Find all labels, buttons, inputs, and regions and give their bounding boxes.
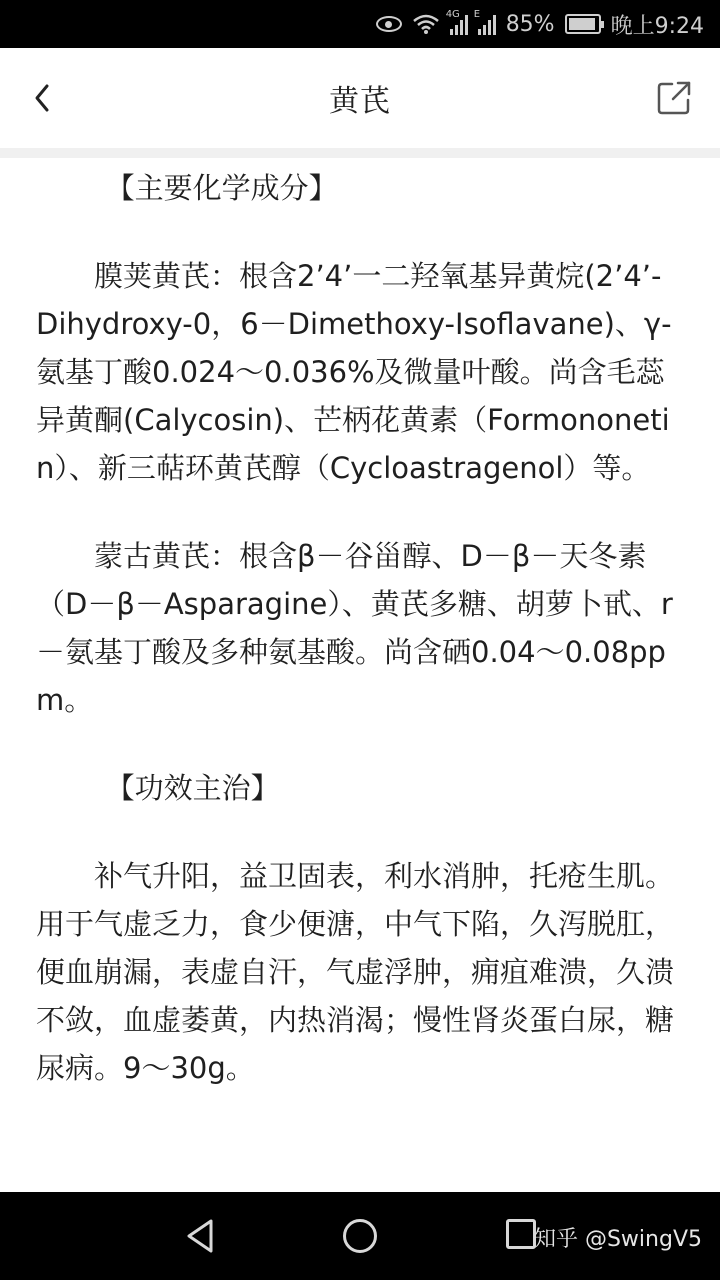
back-triangle-icon[interactable] — [184, 1218, 216, 1254]
chevron-left-icon — [31, 82, 53, 114]
signal-icon — [445, 9, 468, 35]
page-title: 黄芪 — [329, 84, 391, 119]
signal-icon — [473, 9, 496, 35]
system-nav-bar — [0, 1192, 720, 1280]
share-button[interactable] — [654, 78, 694, 118]
section-heading-chemistry: 【主要化学成分】 — [105, 171, 338, 205]
wifi-icon — [412, 13, 440, 35]
paragraph-astragalus-mongholicus: 蒙古黄芪：根含β－谷甾醇、D－β－天冬素（D－β－Asparagine）、黄芪多糖、胡萝卜甙、r－氨基丁酸及多种氨基酸。尚含硒0.04～0.08ppm。 — [36, 539, 673, 717]
header-divider — [0, 148, 720, 158]
signal-tag: 4G — [445, 9, 460, 20]
back-button[interactable] — [22, 78, 62, 118]
app-header — [0, 48, 720, 148]
battery-icon — [565, 11, 601, 37]
recent-square-icon[interactable] — [506, 1219, 536, 1249]
home-circle-icon[interactable] — [343, 1219, 377, 1253]
article-content — [36, 164, 680, 1132]
signal-tag: E — [473, 9, 481, 20]
battery-percent: 85% — [505, 11, 555, 37]
share-external-icon — [656, 80, 692, 116]
eye-icon — [376, 11, 402, 37]
clock: 晚上9:24 — [610, 13, 704, 39]
paragraph-efficacy: 补气升阳，益卫固表，利水消肿，托疮生肌。用于气虚乏力，食少便溏，中气下陷，久泻脱肛，便血崩漏，表虚自汗，气虚浮肿，痈疽难溃，久溃不敛，血虚萎黄，内热消渴；慢性肾炎蛋白尿，糖尿病。9～30g。 — [36, 859, 675, 1085]
status-bar — [0, 0, 720, 48]
paragraph-astragalus-membranaceus: 膜荚黄芪：根含2’4’一二羟氧基异黄烷(2’4’-Dihydroxy-0，6－Dimethoxy-Isoflavane)、γ-氨基丁酸0.024～0.036%及微量叶酸。尚含毛蕊异黄酮(Calycosin)、芒柄花黄素（Formononetin）、新三萜环黄芪醇（Cycloastragenol）等。 — [36, 259, 672, 485]
section-heading-efficacy: 【功效主治】 — [105, 771, 280, 805]
watermark: 知乎 @SwingV5 — [533, 1227, 702, 1252]
